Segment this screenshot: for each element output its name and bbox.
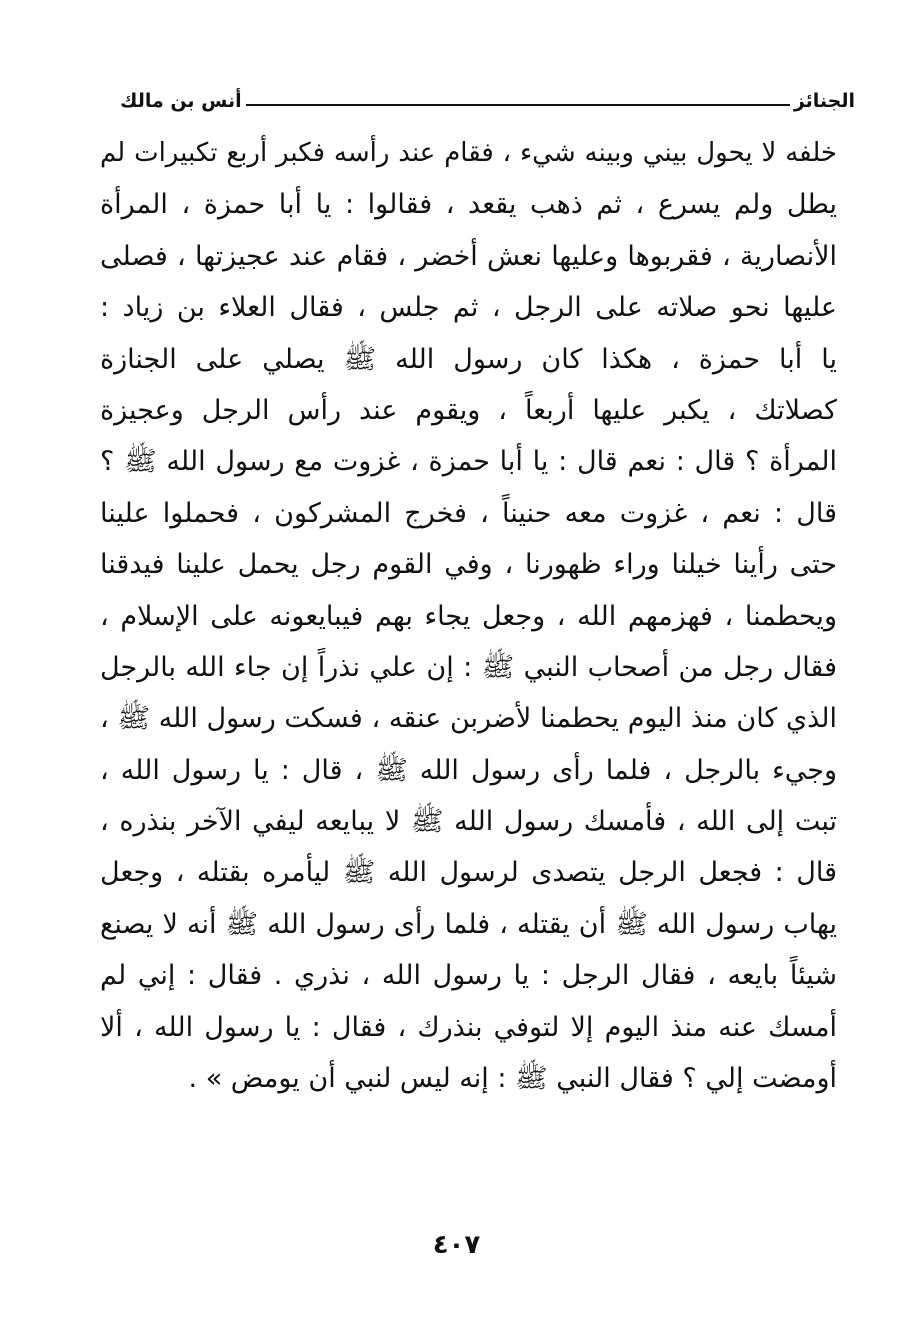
text-line: الأنصارية ، فقربوها وعليها نعش أخضر ، فقام عند عجيزتها ، فصلى — [100, 240, 837, 272]
text-line: عليها نحو صلاته على الرجل ، ثم جلس ، فقال العلاء بن زياد : — [100, 292, 837, 324]
text-line: قال : فجعل الرجل يتصدى لرسول الله ﷺ ليأمره بقتله ، وجعل — [100, 857, 837, 889]
text-line: يهاب رسول الله ﷺ أن يقتله ، فلما رأى رسول الله ﷺ أنه لا يصنع — [100, 908, 837, 940]
text-line: ويحطمنا ، فهزمهم الله ، وجعل يجاء بهم فيبايعونه على الإسلام ، — [100, 600, 837, 632]
header-rule — [246, 104, 790, 106]
text-line: الذي كان منذ اليوم يحطمنا لأضربن عنقه ، فسكت رسول الله ﷺ ، — [100, 703, 837, 735]
text-line: تبت إلى الله ، فأمسك رسول الله ﷺ لا يبايعه ليفي الآخر بنذره ، — [100, 806, 837, 838]
text-line: شيئاً بايعه ، فقال الرجل : يا رسول الله ، نذري . فقال : إني لم — [100, 960, 837, 992]
running-header — [120, 86, 855, 116]
text-line: وجيء بالرجل ، فلما رأى رسول الله ﷺ ، قال : يا رسول الله ، — [100, 754, 837, 786]
text-line: يطل ولم يسرع ، ثم ذهب يقعد ، فقالوا : يا أبا حمزة ، المرأة — [100, 189, 837, 221]
text-line: يا أبا حمزة ، هكذا كان رسول الله ﷺ يصلي على الجنازة — [100, 343, 837, 375]
body-text — [100, 128, 837, 1104]
page-number: ٤٠٧ — [432, 1230, 481, 1260]
text-line: أمسك عنه منذ اليوم إلا لتوفي بنذرك ، فقال : يا رسول الله ، ألا — [100, 1011, 837, 1043]
text-line: أومضت إلي ؟ فقال النبي ﷺ : إنه ليس لنبي أن يومض » . — [188, 1063, 837, 1095]
subject-title: أنس بن مالك — [120, 90, 242, 112]
text-line: حتى رأينا خيلنا وراء ظهورنا ، وفي القوم رجل يحمل علينا فيدقنا — [100, 549, 837, 581]
text-line: المرأة ؟ قال : نعم قال : يا أبا حمزة ، غزوت مع رسول الله ﷺ ؟ — [100, 446, 837, 478]
text-line: فقال رجل من أصحاب النبي ﷺ : إن علي نذراً إن جاء الله بالرجل — [100, 651, 837, 683]
text-line: خلفه لا يحول بيني وبينه شيء ، فقام عند رأسه فكبر أربع تكبيرات لم — [100, 138, 837, 168]
chapter-title: الجنائز — [793, 90, 855, 112]
text-line: قال : نعم ، غزوت معه حنيناً ، فخرج المشركون ، فحملوا علينا — [100, 497, 837, 529]
text-line: كصلاتك ، يكبر عليها أربعاً ، ويقوم عند رأس الرجل وعجيزة — [100, 394, 837, 426]
